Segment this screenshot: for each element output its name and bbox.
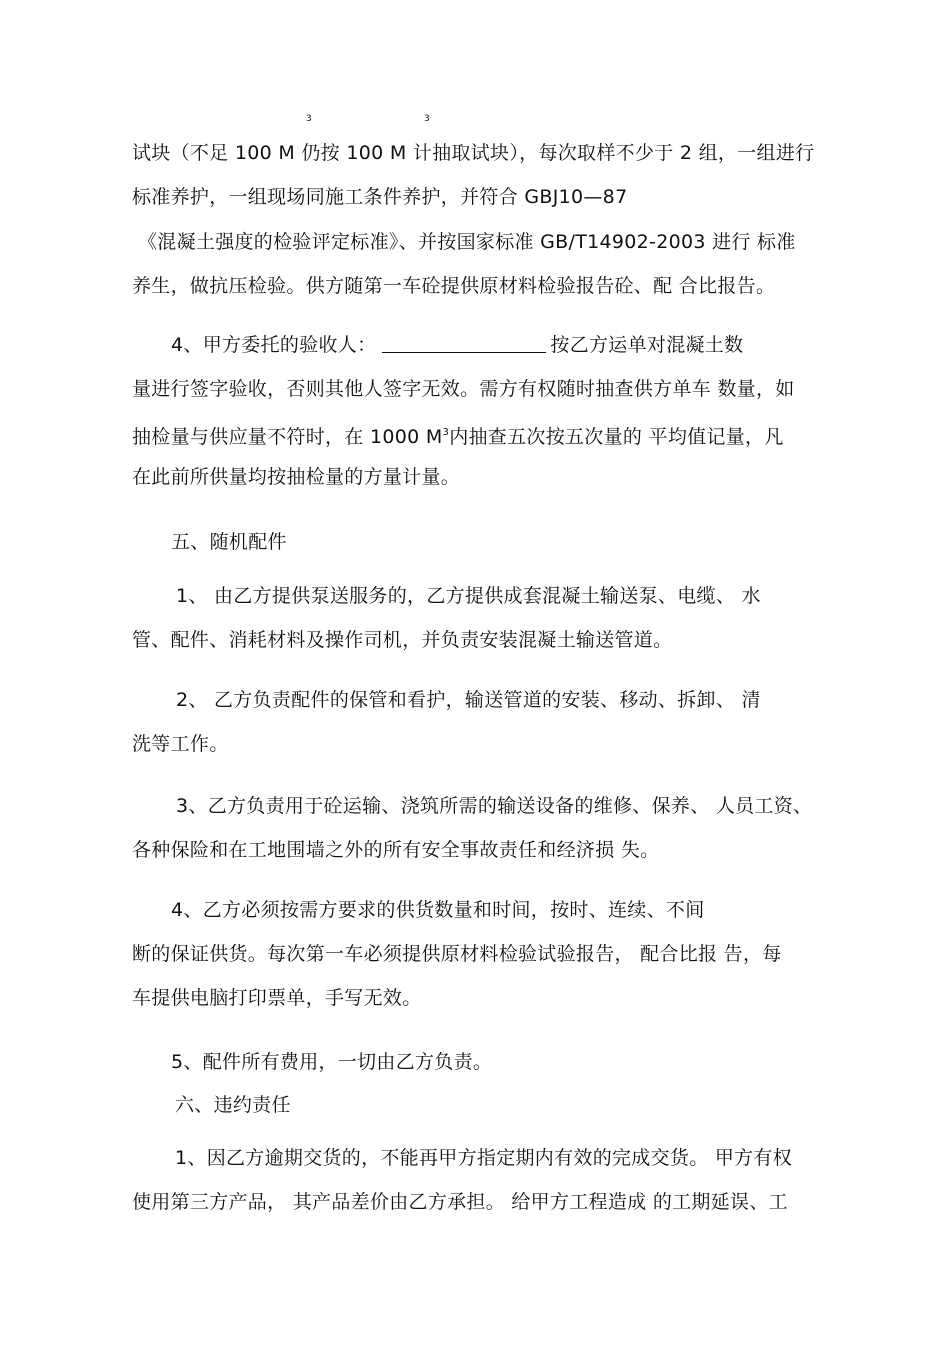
clause-text: 抽检量与供应量不符时，在 1000 M [132,426,443,448]
paragraph-line: 《混凝土强度的检验评定标准》、并按国家标准 GB/T14902-2003 进行 标准 [138,231,796,253]
signature-blank [382,334,546,353]
paragraph-line: 量进行签字验收，否则其他人签字无效。需方有权随时抽查供方单车 数量，如 [132,378,795,400]
paragraph-line: 洗等工作。 [132,733,229,755]
paragraph-line: 养生，做抗压检验。供方随第一车砼提供原材料检验报告砼、配 合比报告。 [132,275,776,297]
paragraph-line: 断的保证供货。每次第一车必须提供原材料检验试验报告， 配合比报 告，每 [132,943,782,965]
paragraph-line: 使用第三方产品， 其产品差价由乙方承担。 给甲方工程造成 的工期延误、工 [132,1191,788,1213]
paragraph-line: 1、因乙方逾期交货的，不能再甲方指定期内有效的完成交货。 甲方有权 [175,1147,793,1169]
paragraph-line [132,421,784,449]
clause-text: 内抽查五次按五次量的 平均值记量，凡 [449,426,784,448]
superscript-mark: 3 [424,114,430,124]
paragraph-line: 3、乙方负责用于砼运输、浇筑所需的输送设备的维修、保养、 人员工资、 [176,795,813,817]
paragraph-line: 1、 由乙方提供泵送服务的，乙方提供成套混凝土输送泵、电缆、 水 [176,585,761,607]
clause-text: 4、甲方委托的验收人： [171,334,377,356]
clause-text: 按乙方运单对混凝土数 [550,334,744,356]
paragraph-line: 试块（不足 100 M 仍按 100 M 计抽取试块），每次取样不少于 2 组，一组进行 [132,142,815,164]
paragraph-line: 标准养护，一组现场同施工条件养护，并符合 GBJ10—87 [132,186,628,208]
paragraph-line: 管、配件、消耗材料及操作司机，并负责安装混凝土输送管道。 [132,629,673,651]
superscript-mark: 3 [306,114,312,124]
paragraph-line: 4、乙方必须按需方要求的供货数量和时间，按时、连续、不间 [171,899,705,921]
paragraph-line: 各种保险和在工地围墙之外的所有安全事故责任和经济损 失。 [132,839,660,861]
paragraph-line [171,333,743,357]
paragraph-line: 车提供电脑打印票单，手写无效。 [132,987,422,1009]
paragraph-line: 在此前所供量均按抽检量的方量计量。 [132,466,461,488]
paragraph-line: 2、 乙方负责配件的保管和看护，输送管道的安装、移动、拆卸、 清 [176,689,761,711]
section-heading: 五、随机配件 [171,531,287,553]
paragraph-line: 5、配件所有费用，一切由乙方负责。 [171,1051,493,1073]
superscript-mark: 3 [442,427,450,438]
section-heading: 六、违约责任 [175,1094,291,1116]
